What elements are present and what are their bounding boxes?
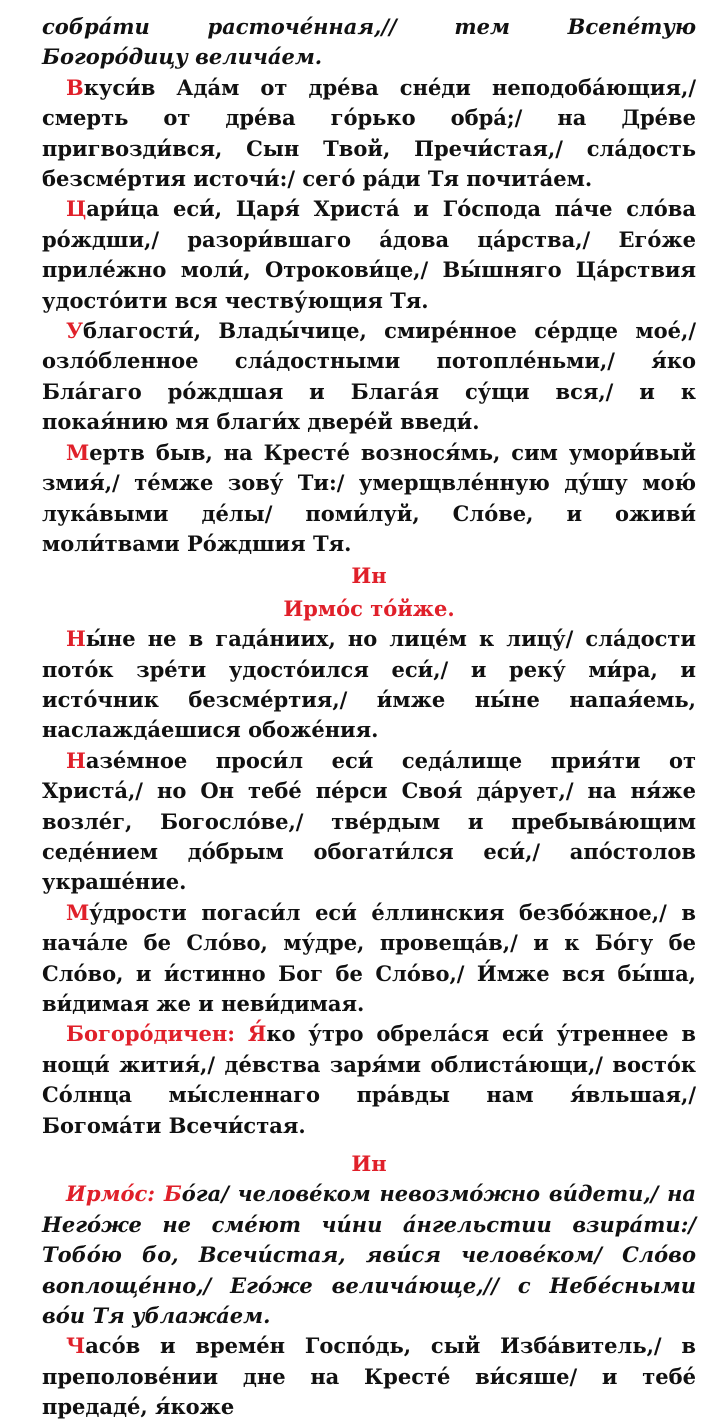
red-initial: Н	[66, 747, 86, 773]
red-initial: Б	[163, 1181, 182, 1207]
paragraph-text: о́га/ челове́ком невозмо́жно ви́дети,/ на Него́же не сме́ют чи́ни а́нгельстии взира́ти:/ Тобо́ю бо, Всечи́стая, яви́ся челове́ком/ Сло́во воплоще́нно,/ Его́же велича́юще,// с Небе́сными во́и Тя ублажа́ем.	[42, 1181, 696, 1329]
paragraph-text: азе́мное проси́л еси́ седа́лище прия́ти от Христа́,/ но Он тебе́ пе́рси Своя́ да́рует,/ на ня́же возле́г, Богосло́ве,/ тве́рдым и пребыва́ющим седе́нием до́брым обогати́лся еси́,/ апо́столов украше́ние.	[42, 747, 696, 895]
red-initial: М	[66, 899, 90, 925]
paragraph-text: у́дрости погаси́л еси́ е́ллинския безбо́жное,/ в нача́ле бе Сло́во, му́дре, провеща́в,/ и к Бо́гу бе Сло́во, и и́стинно Бог бе Сло́во,/ И́мже вся бы́ша, ви́димая же и неви́димая.	[42, 899, 696, 1016]
paragraph-text: ы́не не в гада́ниих, но лице́м к лицу́/ сла́дости пото́к зре́ти удосто́ился еси́,/ и реку́ ми́ра, и исто́чник безсме́ртия,/ и́мже ны́не напая́емь, наслажда́ешися обоже́ния.	[42, 626, 696, 743]
paragraph-text: ари́ца еси́, Царя́ Христа́ и Го́спода па́че сло́ва ро́ждши,/ разори́вшаго а́дова ца́рства,/ Его́же приле́жно моли́, Отрокови́це,/ Вы́шняго Ца́рствия удосто́ити вся честву́ющия Тя.	[42, 196, 696, 313]
irmos-paragraph	[42, 1179, 696, 1331]
paragraph-text: ко у́тро обрела́ся еси́ у́треннее в нощи́ жития́,/ де́вства заря́ми облиста́ющи,/ восто́к Со́лнца мы́сленнаго пра́вды нам я́вльшая,/ Богома́ти Всечи́стая.	[42, 1021, 696, 1138]
troparion-paragraph	[42, 624, 696, 746]
troparion-paragraph	[42, 1331, 696, 1422]
theotokion-label: Богоро́дичен:	[66, 1021, 248, 1047]
red-initial: М	[66, 439, 90, 465]
paragraph-text: собра́ти расточе́нная,// тем Всепе́тую Богоро́дицу велича́ем.	[42, 14, 696, 70]
red-initial: Ц	[66, 196, 87, 222]
troparion-paragraph	[42, 746, 696, 898]
section-heading-irmos: Ирмо́с то́йже.	[283, 595, 455, 621]
paragraph-text: асо́в и време́н Госпо́дь, сый Изба́витель,/ в преполове́нии дне на Кресте́ ви́сяше/ и тебе́ предаде́, я́коже	[42, 1333, 696, 1420]
irmos-label: Ирмо́с:	[66, 1181, 164, 1207]
paragraph-text: ертв быв, на Кресте́ вознося́мь, сим умори́вый змия́,/ те́мже зову́ Ти:/ умерщвле́нную ду́шу мою́ лука́выми де́лы/ поми́луй, Сло́ве, и оживи́ моли́твами Ро́ждшия Тя.	[42, 439, 696, 556]
paragraph-text: куси́в Ада́м от дре́ва сне́ди неподоба́ющия,/ смерть от дре́ва го́рько обра́;/ на Дре́ве пригвозди́вся, Сын Твой, Пречи́стая,/ сла́дость безсме́ртия источи́:/ сего́ ра́ди Тя почита́ем.	[42, 74, 696, 192]
theotokion-paragraph	[42, 1019, 696, 1141]
red-initial: В	[66, 74, 84, 100]
troparion-paragraph	[42, 898, 696, 1020]
troparion-paragraph	[42, 316, 696, 438]
section-heading-in: Ин	[351, 563, 387, 589]
red-initial: Я́	[247, 1021, 267, 1047]
section-heading-in: Ин	[351, 1151, 387, 1177]
red-initial: У	[66, 318, 84, 344]
red-initial: Ч	[66, 1333, 86, 1359]
troparion-paragraph	[42, 438, 696, 560]
paragraph-text: благости́, Влады́чице, смире́нное се́рдце мое́,/ озло́бленное сла́достными потопле́ньми,/ я́ко Бла́гаго ро́ждшая и Блага́я су́щи вся,/ и к покая́нию мя благи́х двере́й введи́.	[42, 318, 696, 435]
troparion-paragraph	[42, 73, 696, 195]
troparion-paragraph	[42, 194, 696, 316]
red-initial: Н	[66, 626, 86, 652]
paragraph-continuation	[42, 12, 696, 73]
